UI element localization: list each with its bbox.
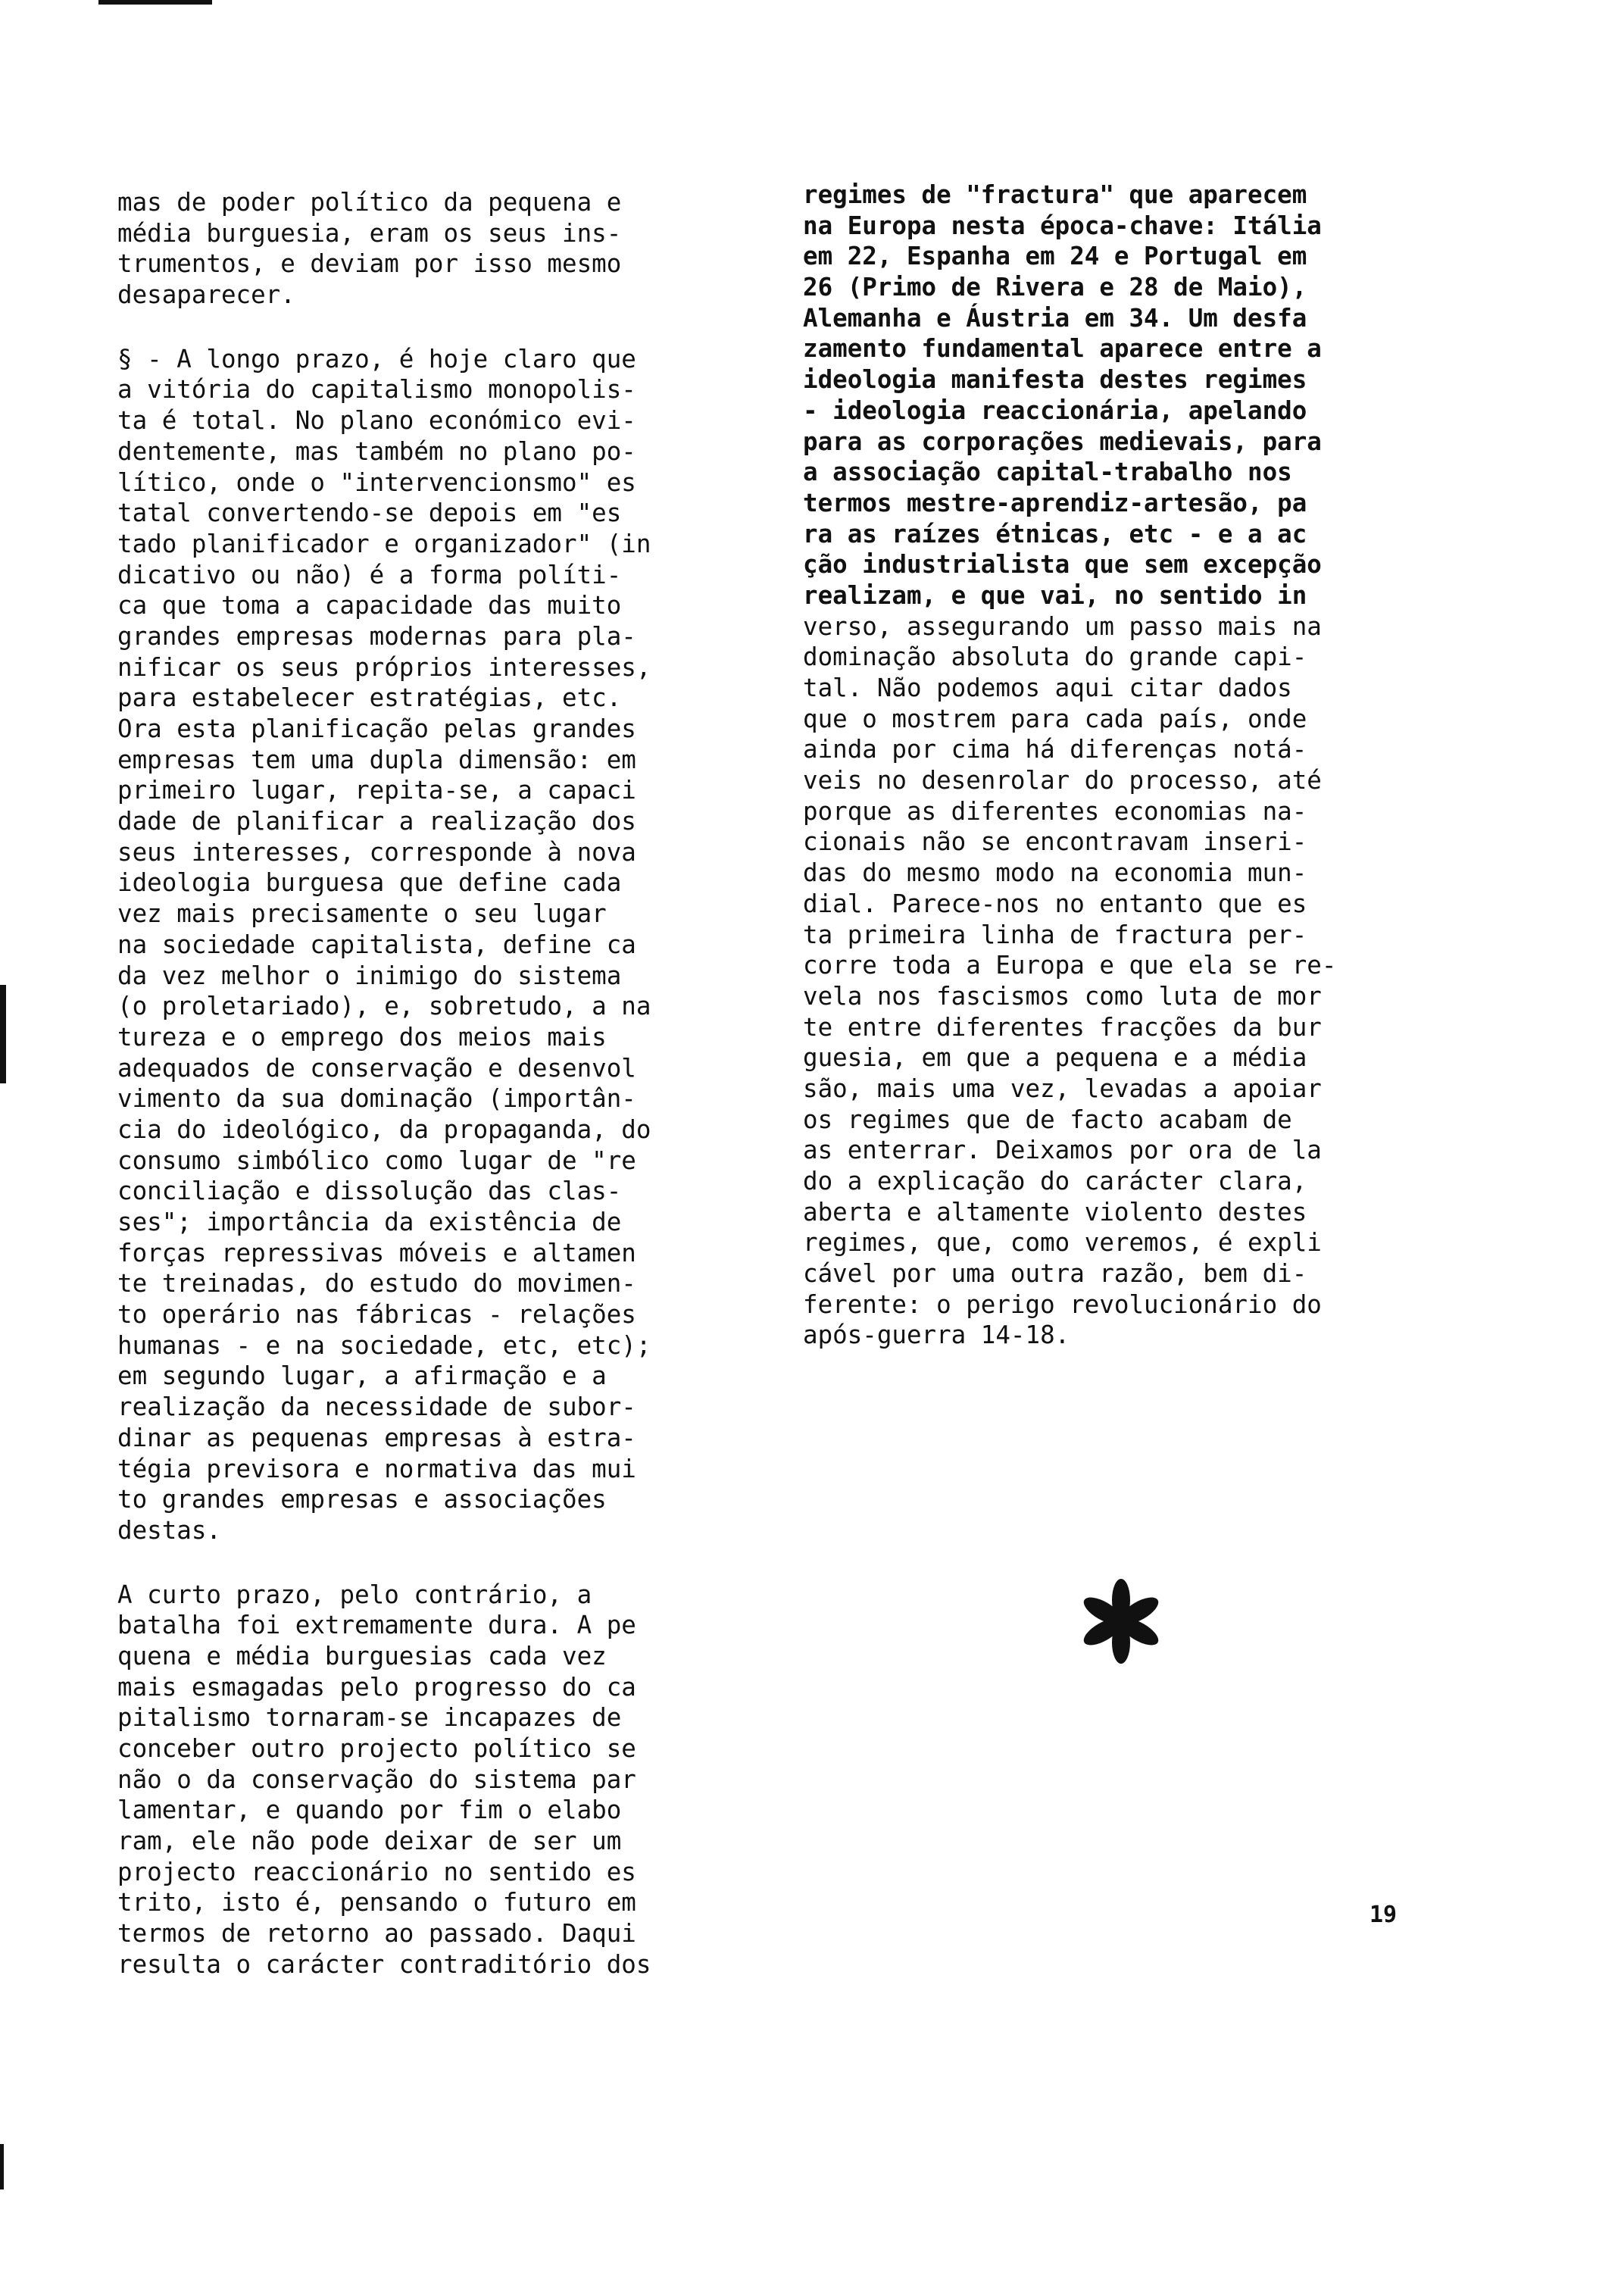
text-line: ideologia manifesta destes regimes	[803, 365, 1307, 395]
left-text-column	[117, 187, 731, 1980]
text-line: ainda por cima há diferenças notá-	[803, 735, 1307, 764]
text-line: (o proletariado), e, sobretudo, a na	[117, 992, 651, 1021]
text-line: em 22, Espanha em 24 e Portugal em	[803, 242, 1307, 271]
text-line: os regimes que de facto acabam de	[803, 1105, 1292, 1134]
text-line: empresas tem uma dupla dimensão: em	[117, 745, 636, 774]
right-text-column	[803, 180, 1409, 1351]
text-line: na sociedade capitalista, define ca	[117, 930, 636, 959]
text-line: do a explicação do carácter clara,	[803, 1167, 1307, 1196]
text-line: mas de poder político da pequena e	[117, 188, 622, 217]
text-line: corre toda a Europa e que ela se re-	[803, 951, 1337, 980]
binding-mark	[0, 985, 6, 1083]
text-line: forças repressivas móveis e altamen	[117, 1238, 636, 1267]
text-line: pitalismo tornaram-se incapazes de	[117, 1703, 622, 1733]
text-line: ta é total. No plano económico evi-	[117, 406, 636, 436]
text-line: desaparecer.	[117, 280, 295, 310]
text-line: são, mais uma vez, levadas a apoiar	[803, 1074, 1322, 1103]
text-line: tal. Não podemos aqui citar dados	[803, 674, 1292, 702]
text-line: te treinadas, do estudo do movimen-	[117, 1269, 636, 1299]
text-line: que o mostrem para cada país, onde	[803, 704, 1307, 733]
text-line: zamento fundamental aparece entre a	[803, 334, 1322, 364]
text-line: primeiro lugar, repita-se, a capaci	[117, 776, 636, 805]
text-line: veis no desenrolar do processo, até	[803, 766, 1322, 795]
text-line: vela nos fascismos como luta de mor	[803, 981, 1322, 1011]
text-line: porque as diferentes economias na-	[803, 796, 1307, 826]
text-line: aberta e altamente violento destes	[803, 1197, 1307, 1227]
text-line: lítico, onde o "intervencionsmo" es	[117, 467, 636, 497]
text-line: adequados de conservação e desenvol	[117, 1053, 636, 1083]
text-line: ção industrialista que sem excepção	[803, 550, 1322, 580]
text-line: as enterrar. Deixamos por ora de la	[803, 1136, 1322, 1165]
text-line: após-guerra 14-18.	[803, 1321, 1070, 1350]
text-line: - ideologia reaccionária, apelando	[803, 395, 1307, 425]
text-line: ca que toma a capacidade das muito	[117, 591, 622, 620]
text-line: regimes de "fractura" que aparecem	[803, 180, 1307, 209]
text-line: projecto reaccionário no sentido es	[117, 1857, 636, 1886]
text-line: para as corporações medievais, para	[803, 427, 1322, 456]
text-line: tégia previsora e normativa das mui	[117, 1454, 636, 1483]
text-line: grandes empresas modernas para pla-	[117, 621, 636, 651]
text-line: dicativo ou não) é a forma políti-	[117, 560, 622, 589]
text-line: A curto prazo, pelo contrário, a	[117, 1580, 592, 1609]
text-line: termos de retorno ao passado. Daqui	[117, 1919, 636, 1949]
text-line: tado planificador e organizador" (in	[117, 529, 651, 558]
text-line: cia do ideológico, da propaganda, do	[117, 1114, 651, 1144]
text-line: lamentar, e quando por fim o elabo	[117, 1796, 622, 1825]
text-line: trito, isto é, pensando o futuro em	[117, 1888, 636, 1918]
text-line: dinar as pequenas empresas à estra-	[117, 1423, 636, 1452]
text-line: realizam, e que vai, no sentido in	[803, 580, 1307, 610]
text-line: mais esmagadas pelo progresso do ca	[117, 1672, 636, 1702]
text-line: na Europa nesta época-chave: Itália	[803, 211, 1322, 240]
text-line: consumo simbólico como lugar de "re	[117, 1146, 636, 1175]
asterisk-ornament	[1076, 1576, 1166, 1667]
text-line: em segundo lugar, a afirmação e a	[117, 1361, 607, 1391]
text-line: to operário nas fábricas - relações	[117, 1300, 636, 1330]
text-line: cável por uma outra razão, bem di-	[803, 1259, 1307, 1289]
text-line: não o da conservação do sistema par	[117, 1764, 636, 1794]
text-line: tureza e o emprego dos meios mais	[117, 1022, 607, 1052]
text-line: ideologia burguesa que define cada	[117, 868, 622, 898]
text-line: a vitória do capitalismo monopolis-	[117, 375, 636, 405]
text-line: ram, ele não pode deixar de ser um	[117, 1827, 622, 1856]
text-line: ferente: o perigo revolucionário do	[803, 1289, 1322, 1319]
text-line: dentemente, mas também no plano po-	[117, 436, 636, 466]
text-line: ses"; importância da existência de	[117, 1208, 622, 1236]
text-line: média burguesia, eram os seus ins-	[117, 218, 622, 248]
text-line: conceber outro projecto político se	[117, 1734, 636, 1763]
page-number: 19	[1369, 1902, 1398, 1928]
text-line: seus interesses, corresponde à nova	[117, 837, 636, 867]
text-line: dade de planificar a realização dos	[117, 807, 636, 836]
text-line: conciliação e dissolução das clas-	[117, 1177, 622, 1206]
text-line: cionais não se encontravam inseri-	[803, 827, 1307, 857]
text-line: da vez melhor o inimigo do sistema	[117, 961, 622, 990]
text-line: guesia, em que a pequena e a média	[803, 1043, 1307, 1073]
text-line: quena e média burguesias cada vez	[117, 1641, 607, 1671]
text-line: ta primeira linha de fractura per-	[803, 920, 1307, 949]
text-line: to grandes empresas e associações	[117, 1485, 607, 1514]
scan-mark	[98, 0, 212, 5]
text-line: batalha foi extremamente dura. A pe	[117, 1611, 636, 1640]
text-line: termos mestre-aprendiz-artesão, pa	[803, 488, 1307, 517]
binding-mark	[0, 2144, 4, 2189]
text-line: dominação absoluta do grande capi-	[803, 642, 1307, 672]
text-line: para estabelecer estratégias, etc.	[117, 683, 622, 713]
text-line: Alemanha e Áustria em 34. Um desfa	[803, 303, 1307, 333]
text-line: tatal convertendo-se depois em "es	[117, 499, 622, 528]
text-line: verso, assegurando um passo mais na	[803, 611, 1322, 641]
text-line: ra as raízes étnicas, etc - e a ac	[803, 519, 1307, 549]
text-line: resulta o carácter contraditório dos	[117, 1949, 651, 1979]
text-line: nificar os seus próprios interesses,	[117, 652, 651, 682]
text-line: 26 (Primo de Rivera e 28 de Maio),	[803, 273, 1307, 302]
paragraph-gap	[117, 311, 731, 344]
text-line: te entre diferentes fracções da bur	[803, 1012, 1322, 1042]
text-line: vez mais precisamente o seu lugar	[117, 899, 607, 929]
text-line: destas.	[117, 1515, 221, 1545]
text-line: § - A longo prazo, é hoje claro que	[117, 344, 636, 373]
text-line: das do mesmo modo na economia mun-	[803, 858, 1307, 888]
text-line: humanas - e na sociedade, etc, etc);	[117, 1330, 651, 1360]
text-line: realização da necessidade de subor-	[117, 1392, 636, 1422]
text-line: Ora esta planificação pelas grandes	[117, 714, 636, 743]
paragraph-gap	[117, 1546, 731, 1580]
text-line: dial. Parece-nos no entanto que es	[803, 889, 1307, 918]
text-line: a associação capital-trabalho nos	[803, 458, 1292, 487]
text-line: vimento da sua dominação (importân-	[117, 1084, 636, 1114]
text-line: trumentos, e deviam por isso mesmo	[117, 249, 622, 279]
text-line: regimes, que, como veremos, é expli	[803, 1228, 1322, 1258]
